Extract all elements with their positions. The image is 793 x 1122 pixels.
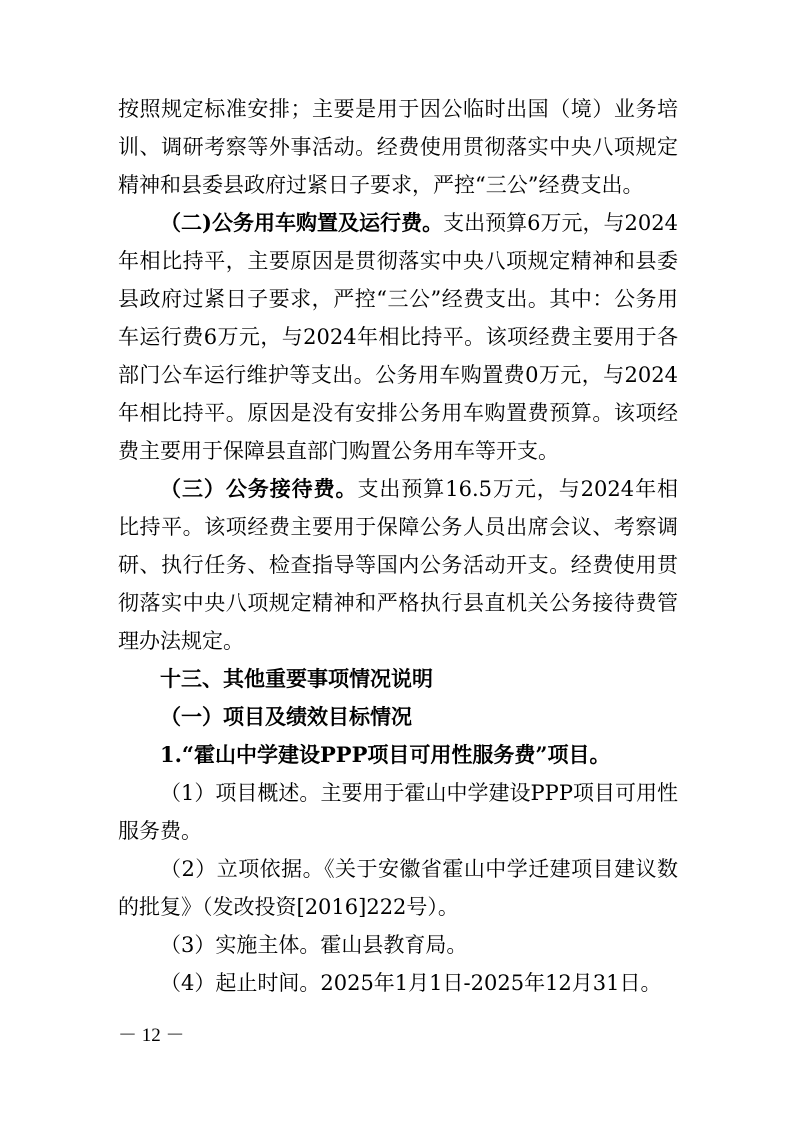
section-body-reception: 支出预算16.5万元，与2024年相比持平。该项经费主要用于保障公务人员出席会议、考察调研、执行任务、检查指导等国内公务活动开支。经费使用贯彻落实中央八项规定精神和严格执行县直机关公务接待费管理办法规定。 xyxy=(118,477,679,653)
page-number: － 12 － xyxy=(118,1025,185,1046)
paragraph-overseas-travel: 按照规定标准安排；主要是用于因公临时出国（境）业务培训、调研考察等外事活动。经费使用贯彻落实中央八项规定精神和县委县政府过紧日子要求，严控“三公”经费支出。 xyxy=(118,97,678,197)
heading-projects-performance: （一）项目及绩效目标情况 xyxy=(160,705,412,729)
section-body-vehicles: 支出预算6万元，与2024年相比持平，主要原因是贯彻落实中央八项规定精神和县委县政府过紧日子要求，严控“三公”经费支出。其中：公务用车运行费6万元，与2024年相比持平。该项经费主要用于各部门公车运行维护等支出。公务用车购置费0万元，与2024年相比持平。原因是没有安排公务用车购置费预算。该项经费主要用于保障县直部门购置公务用车等开支。 xyxy=(118,211,678,463)
section-title-vehicles: （二)公务用车购置及运行费。 xyxy=(160,210,444,235)
heading-project-1: 1.“霍山中学建设PPP项目可用性服务费”项目。 xyxy=(160,742,611,767)
project-period: （4）起止时间。2025年1月1日-2025年12月31日。 xyxy=(160,971,662,995)
document-body xyxy=(118,90,678,1002)
project-basis: （2）立项依据。《关于安徽省霍山中学迁建项目建议数的批复》（发改投资[2016]222号）。 xyxy=(118,857,678,919)
section-title-reception: （三）公务接待费。 xyxy=(160,476,358,501)
project-overview: （1）项目概述。主要用于霍山中学建设PPP项目可用性服务费。 xyxy=(118,781,678,843)
paragraph-official-vehicles xyxy=(118,204,678,470)
project-implementer: （3）实施主体。霍山县教育局。 xyxy=(160,933,468,957)
paragraph-official-reception xyxy=(118,470,678,660)
heading-section-13: 十三、其他重要事项情况说明 xyxy=(160,667,433,691)
